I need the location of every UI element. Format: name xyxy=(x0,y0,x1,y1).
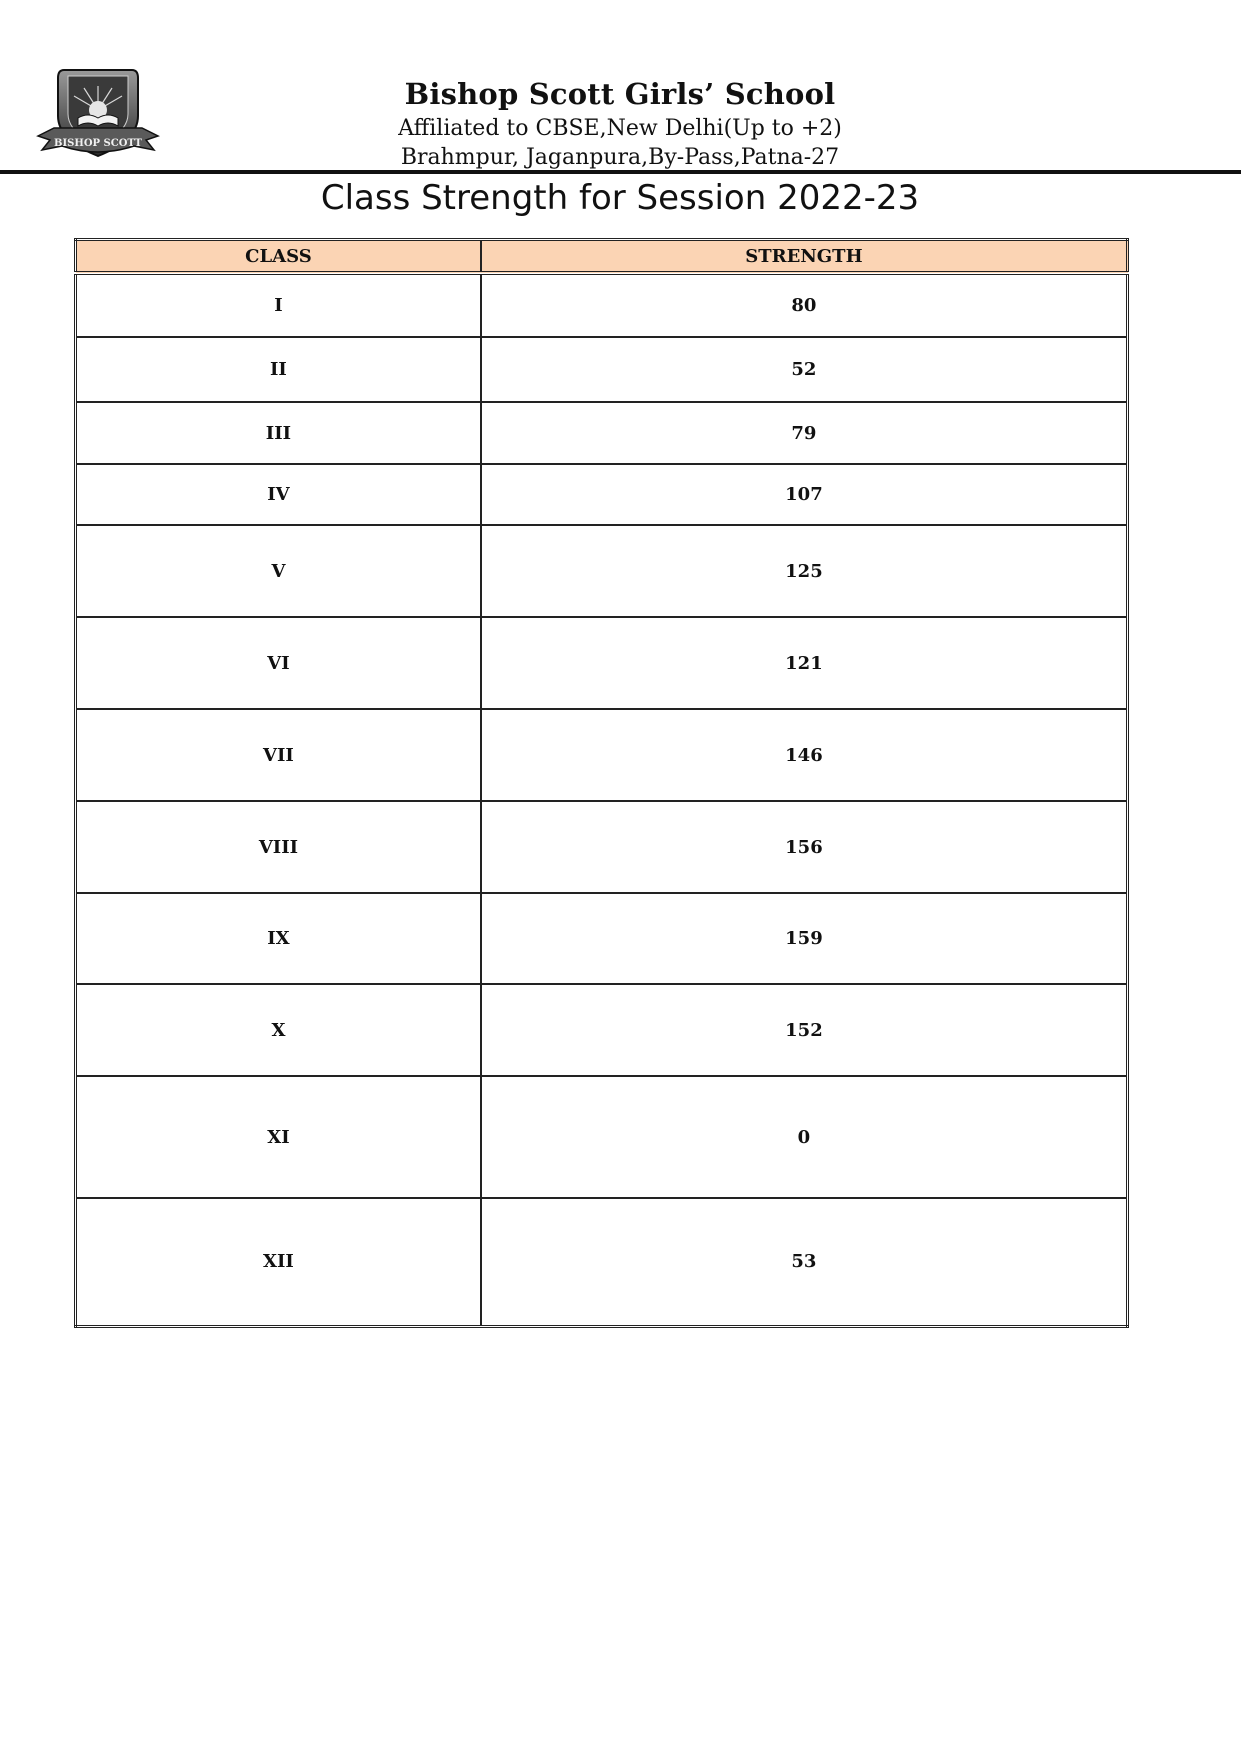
table-row xyxy=(76,273,1128,337)
letterhead xyxy=(370,74,870,172)
table-row xyxy=(76,1198,1128,1326)
strength-cell: 0 xyxy=(481,1076,1128,1198)
class-cell: XI xyxy=(76,1076,481,1198)
table-row xyxy=(76,984,1128,1076)
strength-cell: 52 xyxy=(481,337,1128,402)
strength-cell: 53 xyxy=(481,1198,1128,1326)
table-row xyxy=(76,801,1128,893)
class-cell: VII xyxy=(76,709,481,801)
class-cell: X xyxy=(76,984,481,1076)
class-cell: IV xyxy=(76,464,481,525)
school-name: Bishop Scott Girls’ School xyxy=(404,77,836,111)
table-row xyxy=(76,402,1128,464)
class-cell: III xyxy=(76,402,481,464)
strength-cell: 156 xyxy=(481,801,1128,893)
class-cell: I xyxy=(76,273,481,337)
column-header-class: CLASS xyxy=(76,240,481,274)
logo-ribbon-text: BISHOP SCOTT xyxy=(54,138,142,149)
table-row xyxy=(76,525,1128,617)
table-row xyxy=(76,617,1128,709)
header-divider xyxy=(0,170,1241,174)
strength-cell: 79 xyxy=(481,402,1128,464)
strength-cell: 107 xyxy=(481,464,1128,525)
class-cell: IX xyxy=(76,893,481,984)
table-row xyxy=(76,337,1128,402)
class-cell: V xyxy=(76,525,481,617)
table-header-row xyxy=(76,240,1128,274)
class-cell: VI xyxy=(76,617,481,709)
affiliation-line: Affiliated to CBSE,New Delhi(Up to +2) xyxy=(398,116,842,141)
class-cell: II xyxy=(76,337,481,402)
table-row xyxy=(76,893,1128,984)
class-cell: XII xyxy=(76,1198,481,1326)
strength-cell: 121 xyxy=(481,617,1128,709)
strength-cell: 146 xyxy=(481,709,1128,801)
table-row xyxy=(76,709,1128,801)
class-cell: VIII xyxy=(76,801,481,893)
address-line: Brahmpur, Jaganpura,By-Pass,Patna-27 xyxy=(400,145,840,170)
strength-cell: 152 xyxy=(481,984,1128,1076)
document-title: Class Strength for Session 2022-23 xyxy=(320,178,920,218)
strength-cell: 159 xyxy=(481,893,1128,984)
strength-cell: 125 xyxy=(481,525,1128,617)
table-row xyxy=(76,464,1128,525)
class-strength-table xyxy=(74,238,1129,1328)
column-header-strength: STRENGTH xyxy=(481,240,1128,274)
school-crest-logo xyxy=(34,66,162,162)
strength-cell: 80 xyxy=(481,273,1128,337)
table-row xyxy=(76,1076,1128,1198)
